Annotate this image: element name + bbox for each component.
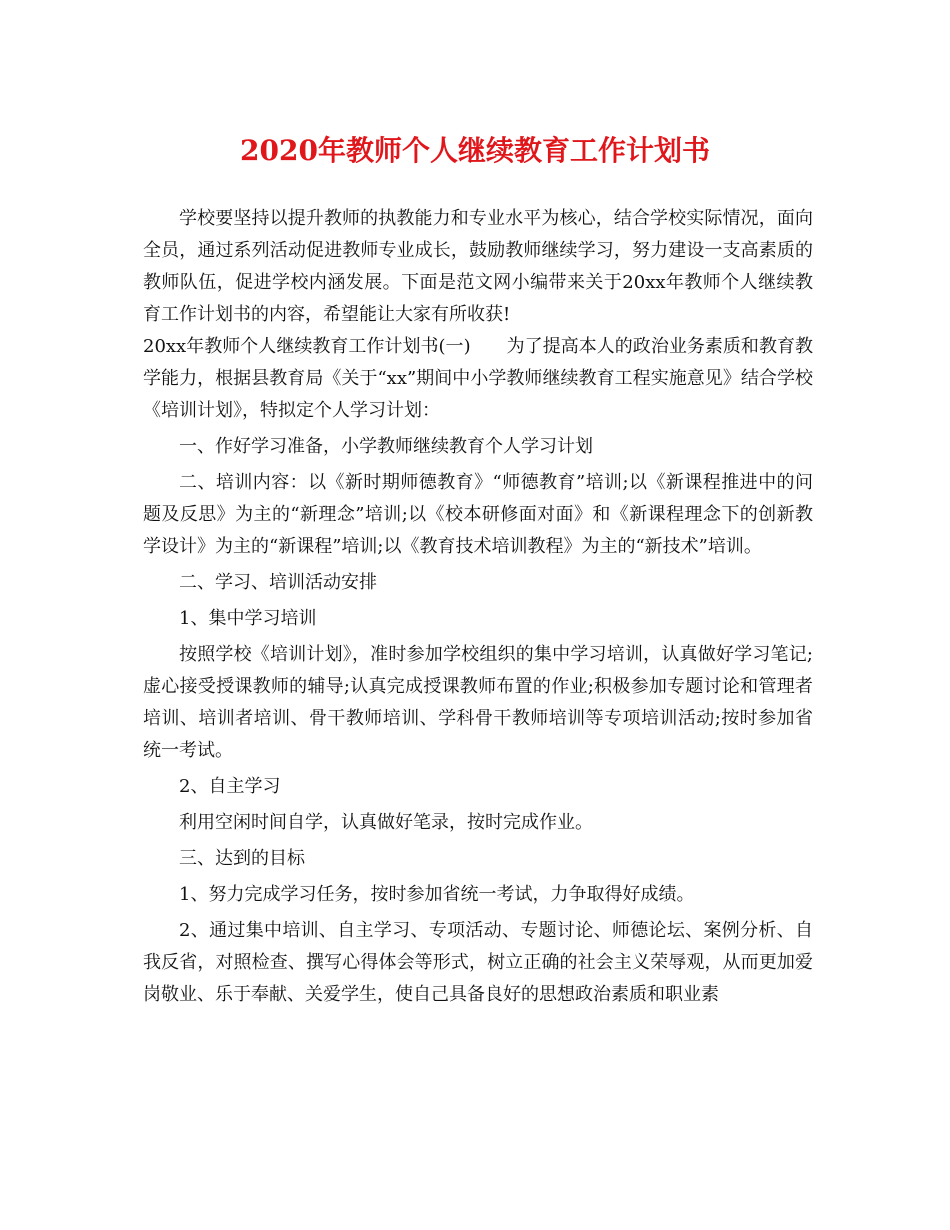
- body-paragraph: 按照学校《培训计划》，准时参加学校组织的集中学习培训，认真做好学习笔记;虚心接受授课教师的辅导;认真完成授课教师布置的作业;积极参加专题讨论和管理者培训、培训者培训、骨干教师培训、学科骨干教师培训等专项培训活动;按时参加省统一考试。: [143, 644, 813, 761]
- document-title: 2020年教师个人继续教育工作计划书: [240, 134, 710, 167]
- body-paragraph: 利用空闲时间自学，认真做好笔录，按时完成作业。: [179, 812, 593, 833]
- plan-one-paragraph: 20xx年教师个人继续教育工作计划书(一) 为了提高本人的政治业务素质和教育教学能力，根据县教育局《关于“xx”期间中小学教师继续教育工程实施意见》结合学校《培训计划》，特拟定个人学习计划：: [143, 336, 813, 421]
- sub-heading: 1、集中学习培训: [179, 608, 317, 629]
- sub-heading: 2、自主学习: [179, 776, 281, 797]
- section-heading: 三、达到的目标: [179, 848, 305, 869]
- intro-paragraph: 学校要坚持以提升教师的执教能力和专业水平为核心，结合学校实际情况，面向全员，通过系列活动促进教师专业成长，鼓励教师继续学习，努力建设一支高素质的教师队伍，促进学校内涵发展。下面是范文网小编带来关于20xx年教师个人继续教育工作计划书的内容，希望能让大家有所收获!: [143, 208, 813, 325]
- training-content-paragraph: 二、培训内容：以《新时期师德教育》“师德教育”培训;以《新课程推进中的问题及反思》为主的“新理念”培训;以《校本研修面对面》和《新课程理念下的创新教学设计》为主的“新课程”培训;以《教育技术培训教程》为主的“新技术”培训。: [143, 472, 813, 557]
- goal-item: 2、通过集中培训、自主学习、专项活动、专题讨论、师德论坛、案例分析、自我反省，对照检查、撰写心得体会等形式，树立正确的社会主义荣辱观，从而更加爱岗敬业、乐于奉献、关爱学生，使自己具备良好的思想政治素质和职业素: [143, 920, 813, 1005]
- section-heading: 一、作好学习准备，小学教师继续教育个人学习计划: [179, 436, 593, 457]
- document-body: [143, 203, 813, 1011]
- section-heading: 二、学习、培训活动安排: [179, 572, 377, 593]
- goal-item: 1、努力完成学习任务，按时参加省统一考试，力争取得好成绩。: [179, 884, 695, 905]
